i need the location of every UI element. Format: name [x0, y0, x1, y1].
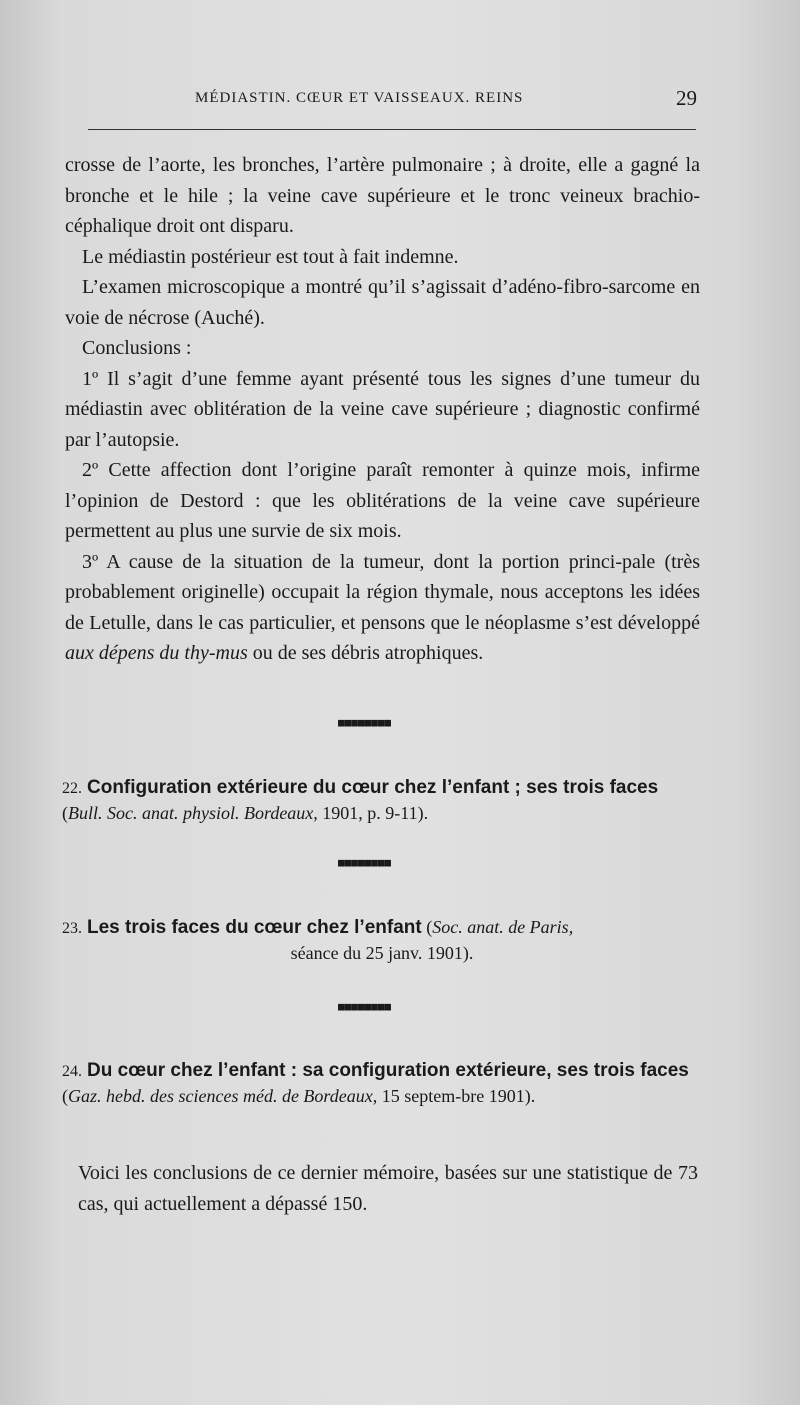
bibliography-entry-22	[62, 775, 702, 825]
entry-journal: Soc. anat. de Paris,	[432, 917, 574, 937]
conclusion-3-text: 3º A cause de la situation de la tumeur, dont la portion princi-pale (très probablement originelle) occupait la région thymale, nous acceptons les idées de Letulle, dans le cas particulier, et pensons que le néoplasme s’est développé	[65, 550, 700, 634]
section-separator: ■■■■■■■■	[338, 1000, 391, 1013]
section-separator: ■■■■■■■■	[338, 716, 391, 729]
entry-number: 22.	[62, 780, 82, 797]
running-header: MÉDIASTIN. CŒUR ET VAISSEAUX. REINS	[195, 90, 524, 106]
entry-cite-rest: séance du 25 janv. 1901).	[290, 943, 474, 963]
conclusion-3-end: ou de ses débris atrophiques.	[247, 642, 484, 664]
closing-paragraph	[78, 1158, 698, 1220]
case-report-text	[65, 150, 700, 669]
entry-number: 24.	[62, 1063, 82, 1080]
entry-cite-rest: 1901, p. 9-11).	[317, 803, 429, 823]
entry-title: Configuration extérieure du cœur chez l’enfant ; ses trois faces	[87, 777, 659, 798]
section-separator: ■■■■■■■■	[338, 856, 391, 869]
paragraph-posterior: Le médiastin postérieur est tout à fait indemne.	[82, 245, 459, 268]
entry-journal: Gaz. hebd. des sciences méd. de Bordeaux,	[68, 1086, 378, 1106]
page-number: 29	[676, 86, 697, 110]
conclusion-3-italic: aux dépens du thy-mus	[65, 642, 248, 664]
conclusion-3	[65, 547, 700, 669]
entry-cite-rest: 15 septem-bre 1901).	[377, 1086, 536, 1106]
conclusion-1: 1º Il s’agit d’une femme ayant présenté tous les signes d’une tumeur du médiastin avec oblitération de la veine cave supérieure ; diagnostic confirmé par l’autopsie.	[65, 367, 700, 451]
paragraph-microscopy: L’examen microscopique a montré qu’il s’agissait d’adéno-fibro-sarcome en voie de nécrose (Auché).	[65, 276, 700, 329]
header-rule	[88, 129, 696, 130]
bibliography-entry-23	[62, 915, 702, 965]
entry-journal: Bull. Soc. anat. physiol. Bordeaux,	[68, 803, 318, 823]
bibliography-entry-24	[62, 1058, 702, 1108]
entry-cite-open: (	[62, 1086, 68, 1106]
conclusion-2: 2º Cette affection dont l’origine paraît remonter à quinze mois, infirme l’opinion de Destord : que les oblitérations de la veine cave supérieure permettent au plus une survie de six mois.	[65, 459, 700, 542]
paragraph-anatomy: crosse de l’aorte, les bronches, l’artère pulmonaire ; à droite, elle a gagné la bronche et le hile ; la veine cave supérieure et le tronc veineux brachio-céphalique droit ont disparu.	[65, 154, 700, 237]
paragraph-conclusions-heading: Conclusions :	[82, 337, 192, 359]
entry-title: Du cœur chez l’enfant : sa configuration extérieure, ses trois faces	[87, 1060, 689, 1081]
entry-number: 23.	[62, 920, 82, 937]
entry-title: Les trois faces du cœur chez l’enfant	[87, 917, 422, 938]
entry-cite-open: (	[62, 803, 68, 823]
closing-text: Voici les conclusions de ce dernier mémoire, basées sur une statistique de 73 cas, qui actuellement a dépassé 150.	[78, 1162, 698, 1215]
entry-cite-open: (	[421, 917, 433, 937]
